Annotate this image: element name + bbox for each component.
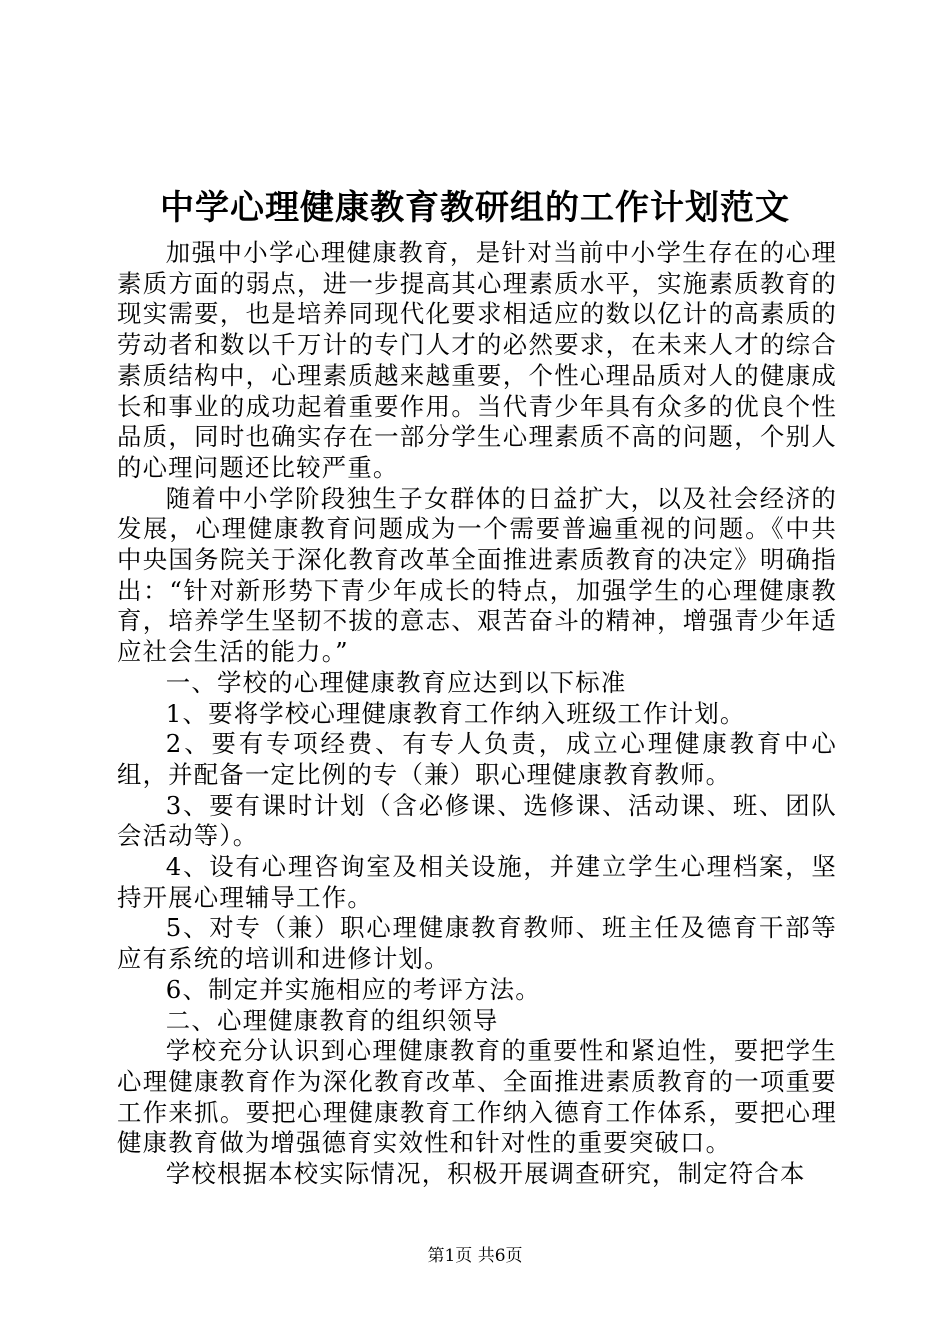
list-item: 4、设有心理咨询室及相关设施，并建立学生心理档案，坚持开展心理辅导工作。 [117, 852, 837, 912]
section-heading: 二、心理健康教育的组织领导 [165, 1005, 499, 1035]
list-item: 3、要有课时计划（含必修课、选修课、活动课、班、团队会活动等）。 [117, 790, 837, 851]
paragraph: 加强中小学心理健康教育，是针对当前中小学生存在的心理素质方面的弱点，进一步提高其心理素质水平，实施素质教育的现实需要，也是培养同现代化要求相适应的数以亿计的高素质的劳动者和数以千万计的专门人才的必然要求，在未来人才的综合素质结构中，心理素质越来越重要，个性心理品质对人的健康成长和事业的成功起着重要作用。当代青少年具有众多的优良个性品质，同时也确实存在一部分学生心理素质不高的问题，个别人的心理问题还比较严重。 [117, 238, 837, 482]
list-item: 6、制定并实施相应的考评方法。 [165, 974, 541, 1004]
list-item: 5、对专（兼）职心理健康教育教师、班主任及德育干部等应有系统的培训和进修计划。 [117, 913, 837, 974]
document-body [117, 238, 837, 1190]
list-item: 1、要将学校心理健康教育工作纳入班级工作计划。 [165, 698, 746, 728]
paragraph: 随着中小学阶段独生子女群体的日益扩大，以及社会经济的发展，心理健康教育问题成为一个需要普遍重视的问题。《中共中央国务院关于深化教育改革全面推进素质教育的决定》明确指出：“针对新形势下青少年成长的特点，加强学生的心理健康教育，培养学生坚韧不拔的意志、艰苦奋斗的精神，增强青少年适应社会生活的能力。” [117, 483, 837, 667]
paragraph: 学校充分认识到心理健康教育的重要性和紧迫性，要把学生心理健康教育作为深化教育改革、全面推进素质教育的一项重要工作来抓。要把心理健康教育工作纳入德育工作体系，要把心理健康教育做为增强德育实效性和针对性的重要突破口。 [117, 1036, 837, 1158]
page-number-footer: 第1页 共6页 [427, 1246, 523, 1266]
list-item: 2、要有专项经费、有专人负责，成立心理健康教育中心组，并配备一定比例的专（兼）职心理健康教育教师。 [117, 729, 837, 789]
paragraph: 学校根据本校实际情况，积极开展调查研究，制定符合本 [165, 1159, 806, 1189]
section-heading: 一、学校的心理健康教育应达到以下标准 [165, 667, 627, 697]
document-title: 中学心理健康教育教研组的工作计划范文 [160, 188, 790, 228]
